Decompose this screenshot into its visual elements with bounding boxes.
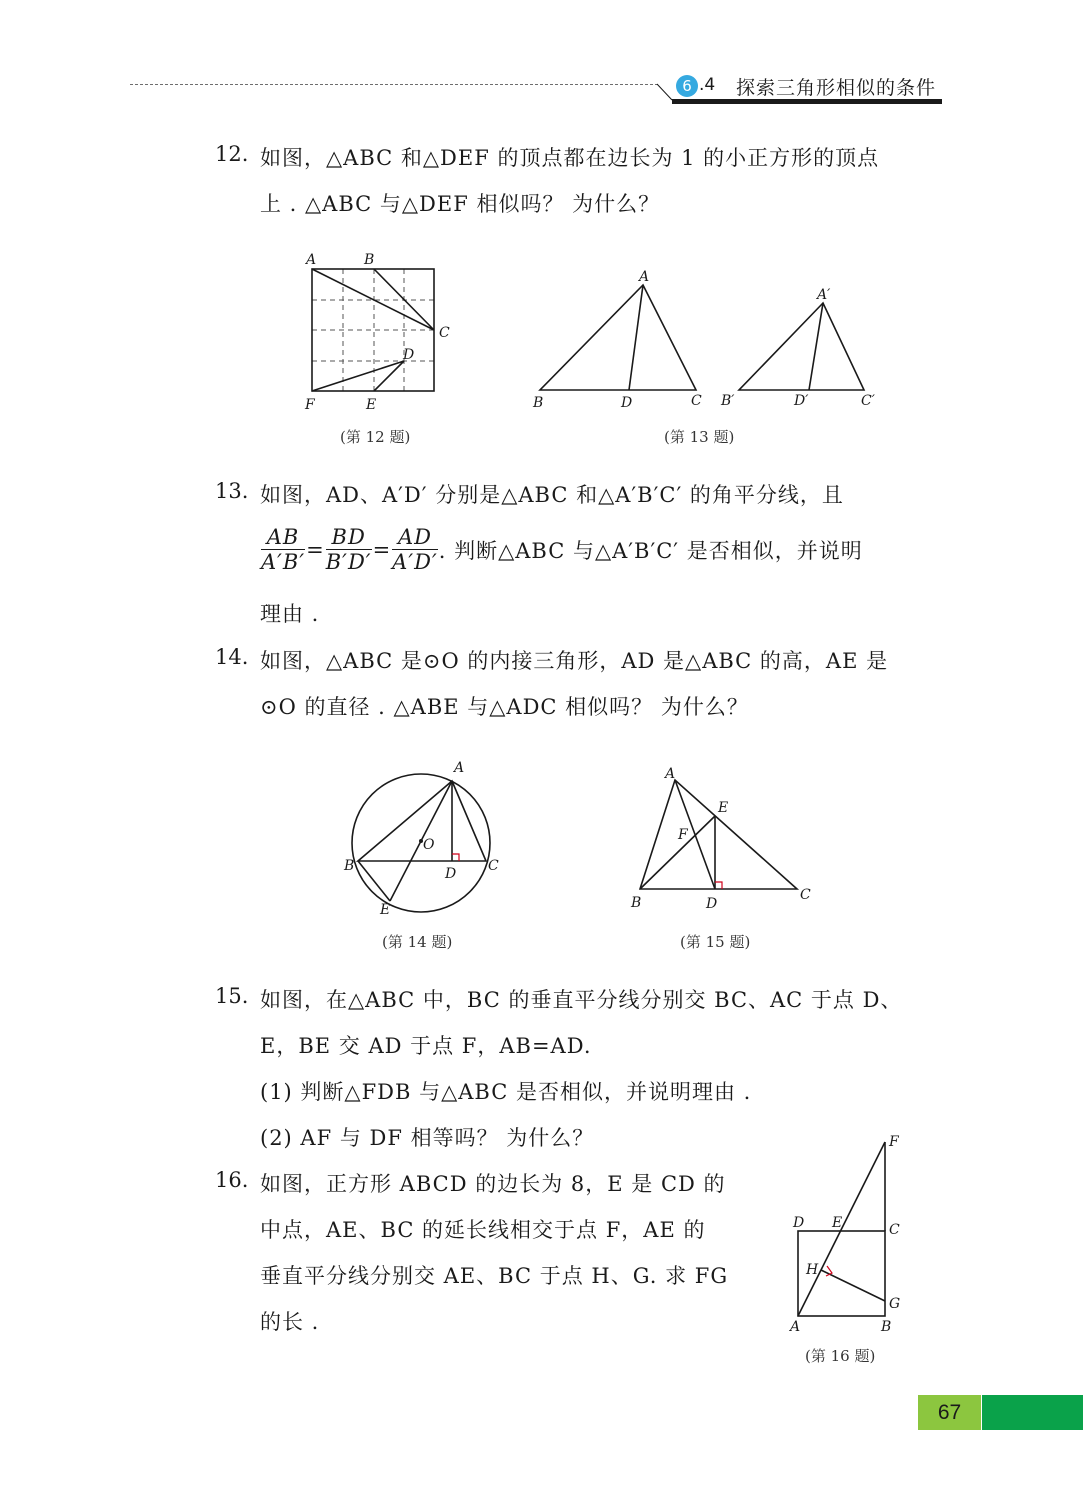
fig14-label-e: E <box>380 902 391 918</box>
fig12-label-b: B <box>364 252 375 268</box>
problem-16-number: 16. <box>215 1168 249 1192</box>
fig16-label-g: G <box>889 1296 901 1312</box>
problem-14-line1: 如图，△ABC 是⊙O 的内接三角形，AD 是△ABC 的高，AE 是 <box>260 649 889 673</box>
fig13-label-a-prime: A′ <box>817 287 831 303</box>
figure-13-caption: (第 13 题) <box>664 428 735 446</box>
fig15-label-f: F <box>678 827 688 843</box>
fig15-label-c: C <box>800 887 811 903</box>
ratio-ab: $\frac{AB}{A'B'}$ <box>261 525 306 574</box>
fig16-label-a: A <box>790 1319 801 1335</box>
problem-16-line2: 中点，AE、BC 的延长线相交于点 F，AE 的 <box>260 1218 706 1242</box>
figure-13 <box>528 265 888 415</box>
fig15-label-d: D <box>706 896 718 912</box>
problem-16-line1: 如图，正方形 ABCD 的边长为 8，E 是 CD 的 <box>260 1172 726 1196</box>
fig16-label-d: D <box>793 1215 805 1231</box>
problem-14-number: 14. <box>215 645 249 669</box>
page-number: 67 <box>918 1395 981 1430</box>
fig13-label-c-prime: C′ <box>861 393 875 409</box>
fig14-label-a: A <box>454 760 465 776</box>
problem-13-line1: 如图，AD、A′D′ 分别是△ABC 和△A′B′C′ 的角平分线，且 <box>260 483 844 507</box>
fig13-label-b-prime: B′ <box>721 393 735 409</box>
fig13-label-d-prime: D′ <box>794 393 809 409</box>
section-number-badge: 6 <box>676 75 698 97</box>
fig16-label-e: E <box>832 1215 843 1231</box>
section-subnumber: .4 <box>699 75 716 95</box>
figure-14 <box>340 755 510 920</box>
figure-12-caption: (第 12 题) <box>340 428 411 446</box>
fig12-label-c: C <box>439 325 450 341</box>
fig12-label-f: F <box>305 397 315 413</box>
fig16-label-h: H <box>806 1262 819 1278</box>
header-rule <box>672 99 942 104</box>
problem-15-part2: (2) AF 与 DF 相等吗？ 为什么？ <box>260 1126 595 1150</box>
section-title: 探索三角形相似的条件 <box>736 77 937 99</box>
problem-12-line2: 上 . △ABC 与△DEF 相似吗？ 为什么？ <box>260 192 661 216</box>
problem-15-number: 15. <box>215 984 249 1008</box>
page-number-bar <box>982 1395 1083 1430</box>
problem-13-line2-rest: . 判断△ABC 与△A′B′C′ 是否相似，并说明 <box>438 538 863 563</box>
figure-16-caption: (第 16 题) <box>805 1347 876 1365</box>
problem-13-line2: $\frac{AB}{A'B'}$ = $\frac{BD}{B'D'}$ = $\frac{AD}{A'D'}$ . 判断△ABC 与△A′B′C′ 是否相似，并说明 <box>261 525 863 574</box>
fig16-label-b: B <box>881 1319 892 1335</box>
header-dashed-line <box>130 84 658 85</box>
problem-13-number: 13. <box>215 479 249 503</box>
fig14-label-d: D <box>445 866 457 882</box>
fig12-label-a: A <box>306 252 317 268</box>
fig14-label-c: C <box>488 858 499 874</box>
problem-12-number: 12. <box>215 142 249 166</box>
problem-12-line1: 如图，△ABC 和△DEF 的顶点都在边长为 1 的小正方形的顶点 <box>260 146 880 170</box>
problem-15-line2: E，BE 交 AD 于点 F，AB=AD. <box>260 1034 592 1058</box>
fig15-label-e: E <box>718 800 729 816</box>
figure-16 <box>785 1130 910 1340</box>
problem-13-line3: 理由 . <box>260 602 320 626</box>
figure-15-caption: (第 15 题) <box>680 933 751 951</box>
fig15-label-a: A <box>665 766 676 782</box>
fig16-label-f: F <box>889 1134 899 1150</box>
figure-12 <box>300 248 460 418</box>
fig15-label-b: B <box>631 895 642 911</box>
fig12-label-d: D <box>403 347 415 363</box>
ratio-bd: $\frac{BD}{B'D'}$ <box>325 525 372 574</box>
figure-14-caption: (第 14 题) <box>382 933 453 951</box>
problem-14-line2: ⊙O 的直径 . △ABE 与△ADC 相似吗？ 为什么？ <box>260 695 749 719</box>
fig13-label-c: C <box>691 393 702 409</box>
fig13-label-d: D <box>621 395 633 411</box>
fig14-label-o: O <box>423 837 435 853</box>
figure-15 <box>625 760 815 920</box>
problem-16-line4: 的长 . <box>260 1310 320 1334</box>
problem-16-line3: 垂直平分线分别交 AE、BC 于点 H、G. 求 FG <box>260 1264 729 1288</box>
fig12-label-e: E <box>366 397 377 413</box>
problem-15-part1: (1) 判断△FDB 与△ABC 是否相似，并说明理由 . <box>260 1080 752 1104</box>
ratio-ad: $\frac{AD}{A'D'}$ <box>392 525 438 574</box>
fig13-label-a: A <box>639 269 650 285</box>
fig14-label-b: B <box>344 858 355 874</box>
fig16-label-c: C <box>889 1222 900 1238</box>
problem-15-line1: 如图，在△ABC 中，BC 的垂直平分线分别交 BC、AC 于点 D、 <box>260 988 903 1012</box>
fig13-label-b: B <box>533 395 544 411</box>
